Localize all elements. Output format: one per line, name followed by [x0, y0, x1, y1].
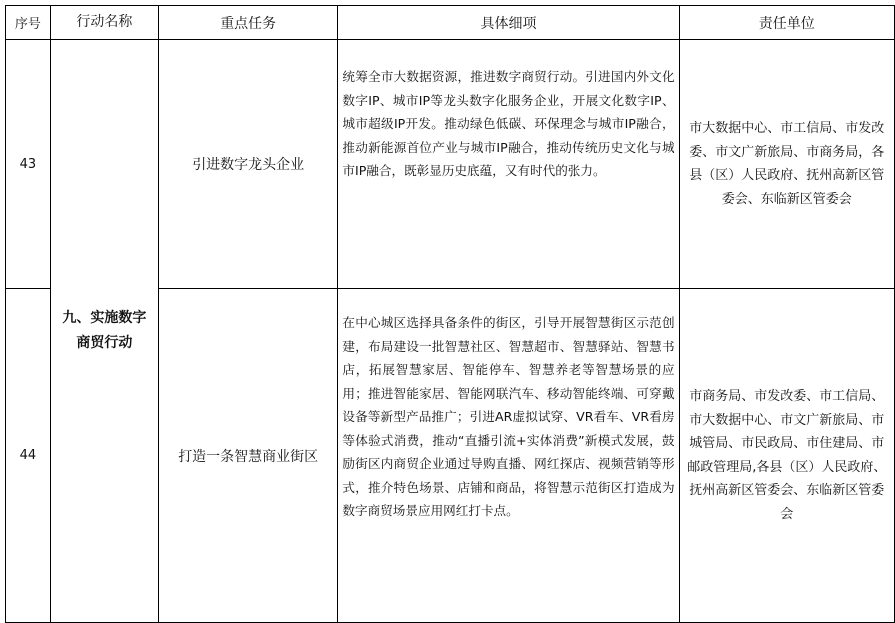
row-detail: 在中心城区选择具备条件的街区，引导开展智慧街区示范创建，布局建设一批智慧社区、智慧超市、智慧驿站、智慧书店，拓展智慧家居、智能停车、智慧养老等智慧场景的应用；推进智能家居、智能网联汽车、移动智能终端、可穿戴设备等新型产品推广；引进AR虚拟试穿、VR看车、VR看房等体验式消费，推动“直播引流+实体消费”新模式发展，鼓励街区内商贸企业通过导购直播、网红探店、视频营销等形式，推介特色场景、店铺和商品，将智慧示范街区打造成为数字商贸场景应用网红打卡点。 — [338, 289, 679, 623]
table-row — [6, 40, 895, 289]
action-name-text: 九、实施数字 商贸行动 — [62, 310, 147, 351]
action-name — [50, 40, 158, 623]
header-detail: 具体细项 — [338, 6, 679, 40]
row-unit: 市大数据中心、市工信局、市发改委、市文广新旅局、市商务局，各县（区）人民政府、抚州高新区管委会、东临新区管委会 — [679, 40, 894, 289]
header-no: 序号 — [6, 6, 51, 40]
header-unit: 责任单位 — [679, 6, 894, 40]
row-no: 43 — [6, 40, 51, 289]
row-task: 打造一条智慧商业街区 — [158, 289, 337, 623]
header-task: 重点任务 — [158, 6, 337, 40]
row-task: 引进数字龙头企业 — [158, 40, 337, 289]
row-no: 44 — [6, 289, 51, 623]
header-row — [6, 6, 895, 40]
row-unit: 市商务局、市发改委、市工信局、市大数据中心、市文广新旅局、市城管局、市民政局、市住建局、市邮政管理局,各县（区）人民政府、抚州高新区管委会、东临新区管委会 — [679, 289, 894, 623]
header-action: 行动名称 — [50, 6, 158, 40]
row-detail: 统筹全市大数据资源，推进数字商贸行动。引进国内外文化数字IP、城市IP等龙头数字化服务企业，开展文化数字IP、城市超级IP开发。推动绿色低碳、环保理念与城市IP融合，推动新能源首位产业与城市IP融合，推动传统历史文化与城市IP融合，既彰显历史底蕴，又有时代的张力。 — [338, 40, 679, 289]
action-plan-table — [5, 5, 895, 623]
